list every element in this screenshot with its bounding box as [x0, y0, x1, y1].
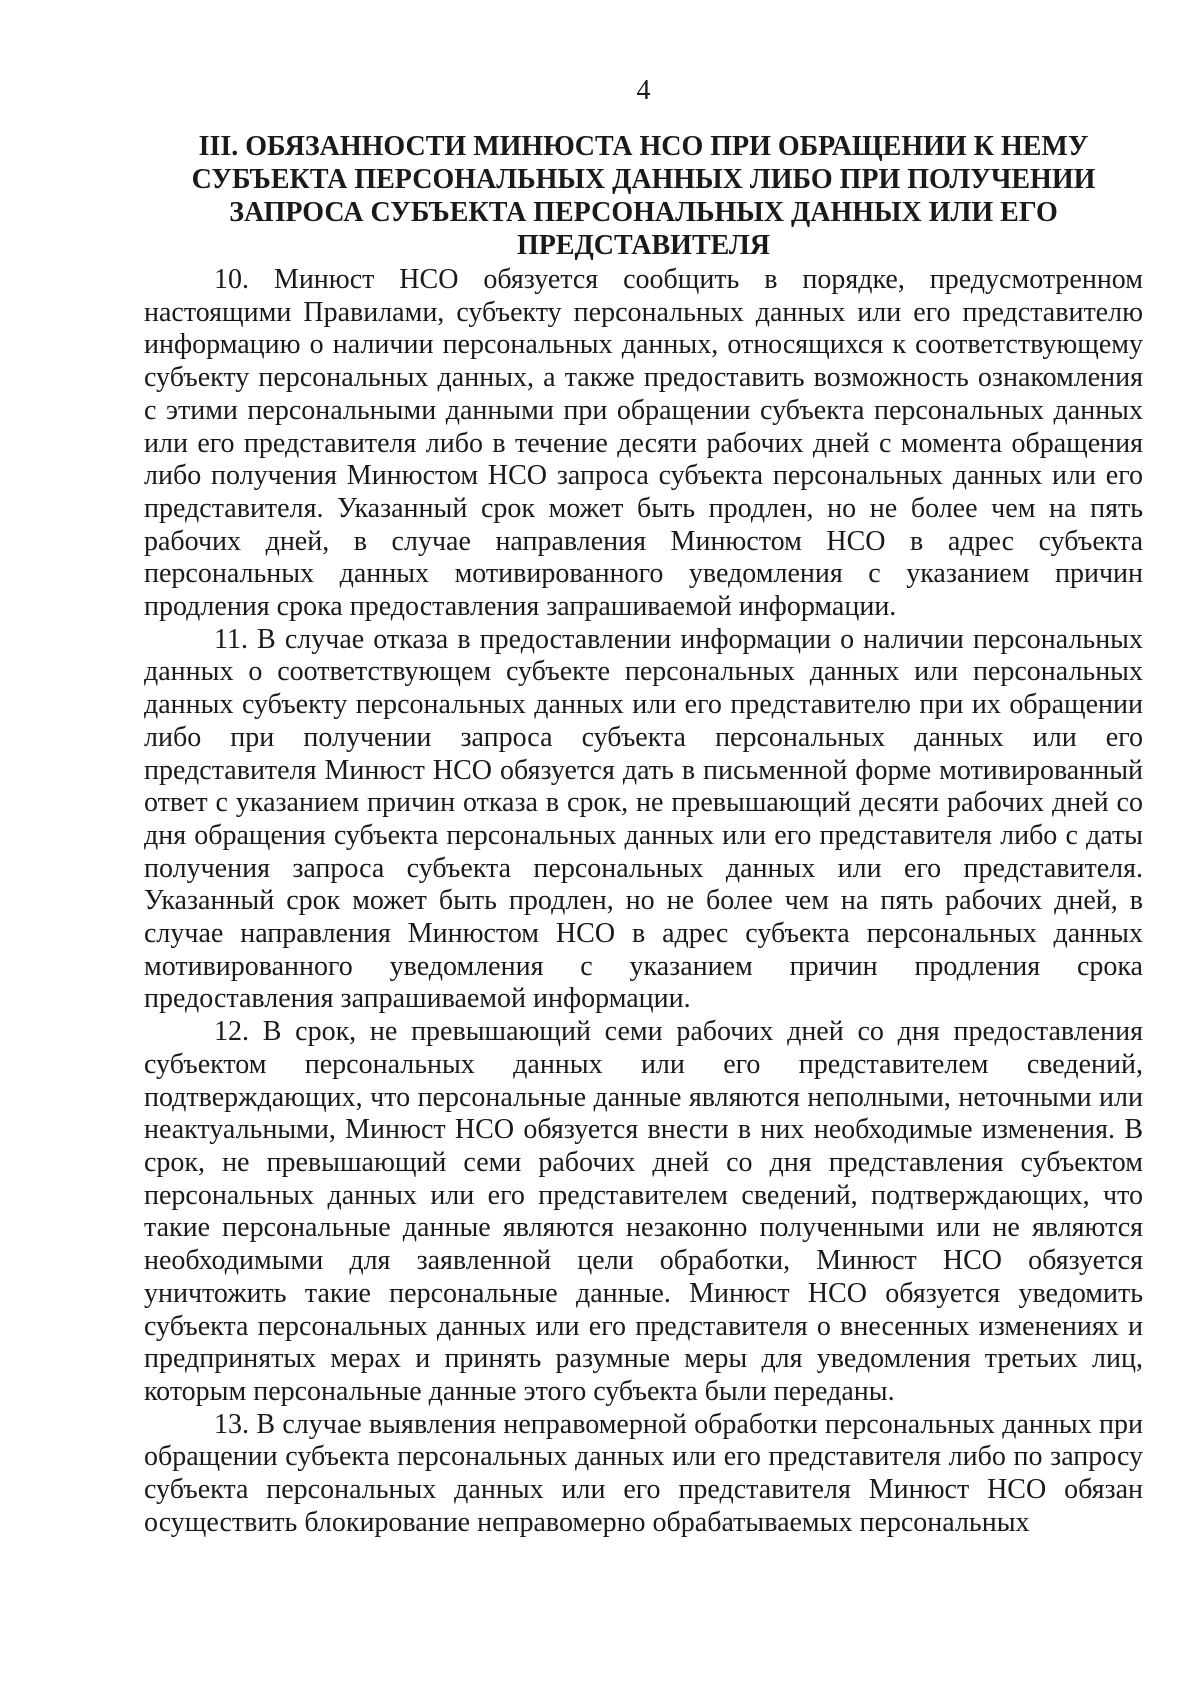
- document-page: [144, 70, 1143, 1539]
- paragraph-13: 13. В случае выявления неправомерной обработки персональных данных при обращении субъекта персональных данных или его представителя либо по запросу субъекта персональных данных или его представителя Минюст НСО обязан осуществить блокирование неправомерно обрабатываемых персональных: [144, 1408, 1143, 1538]
- paragraph-10: 10. Минюст НСО обязуется сообщить в порядке, предусмотренном настоящими Правилами, субъекту персональных данных или его представителю информацию о наличии персональных данных, относящихся к соответствующему субъекту персональных данных, а также предоставить возможность ознакомления с этими персональными данными при обращении субъекта персональных данных или его представителя либо в течение десяти рабочих дней с момента обращения либо получения Минюстом НСО запроса субъекта персональных данных или его представителя. Указанный срок может быть продлен, но не более чем на пять рабочих дней, в случае направления Минюстом НСО в адрес субъекта персональных данных мотивированного уведомления с указанием причин продления срока предоставления запрашиваемой информации.: [144, 264, 1143, 623]
- page-number: 4: [636, 75, 651, 106]
- paragraph-12: 12. В срок, не превышающий семи рабочих дней со дня предоставления субъектом персональных данных или его представителем сведений, подтверждающих, что персональные данные являются неполными, неточными или неактуальными, Минюст НСО обязуется внести в них необходимые изменения. В срок, не превышающий семи рабочих дней со дня представления субъектом персональных данных или его представителем сведений, подтверждающих, что такие персональные данные являются незаконно полученными или не являются необходимыми для заявленной цели обработки, Минюст НСО обязуется уничтожить такие персональные данные. Минюст НСО обязуется уведомить субъекта персональных данных или его представителя о внесенных изменениях и предпринятых мерах и принять разумные меры для уведомления третьих лиц, которым персональные данные этого субъекта были переданы.: [144, 1016, 1143, 1407]
- paragraph-11: 11. В случае отказа в предоставлении информации о наличии персональных данных о соответствующем субъекте персональных данных или персональных данных субъекту персональных данных или его представителю при их обращении либо при получении запроса субъекта персональных данных или его представителя Минюст НСО обязуется дать в письменной форме мотивированный ответ с указанием причин отказа в срок, не превышающий десяти рабочих дней со дня обращения субъекта персональных данных или его представителя либо с даты получения запроса субъекта персональных данных или его представителя. Указанный срок может быть продлен, но не более чем на пять рабочих дней, в случае направления Минюстом НСО в адрес субъекта персональных данных мотивированного уведомления с указанием причин продления срока предоставления запрашиваемой информации.: [144, 623, 1143, 1015]
- section-title: III. ОБЯЗАННОСТИ МИНЮСТА НСО ПРИ ОБРАЩЕНИИ К НЕМУ СУБЪЕКТА ПЕРСОНАЛЬНЫХ ДАННЫХ ЛИБО ПРИ ПОЛУЧЕНИИ ЗАПРОСА СУБЪЕКТА ПЕРСОНАЛЬНЫХ ДАННЫХ ИЛИ ЕГО ПРЕДСТАВИТЕЛЯ: [191, 131, 1096, 261]
